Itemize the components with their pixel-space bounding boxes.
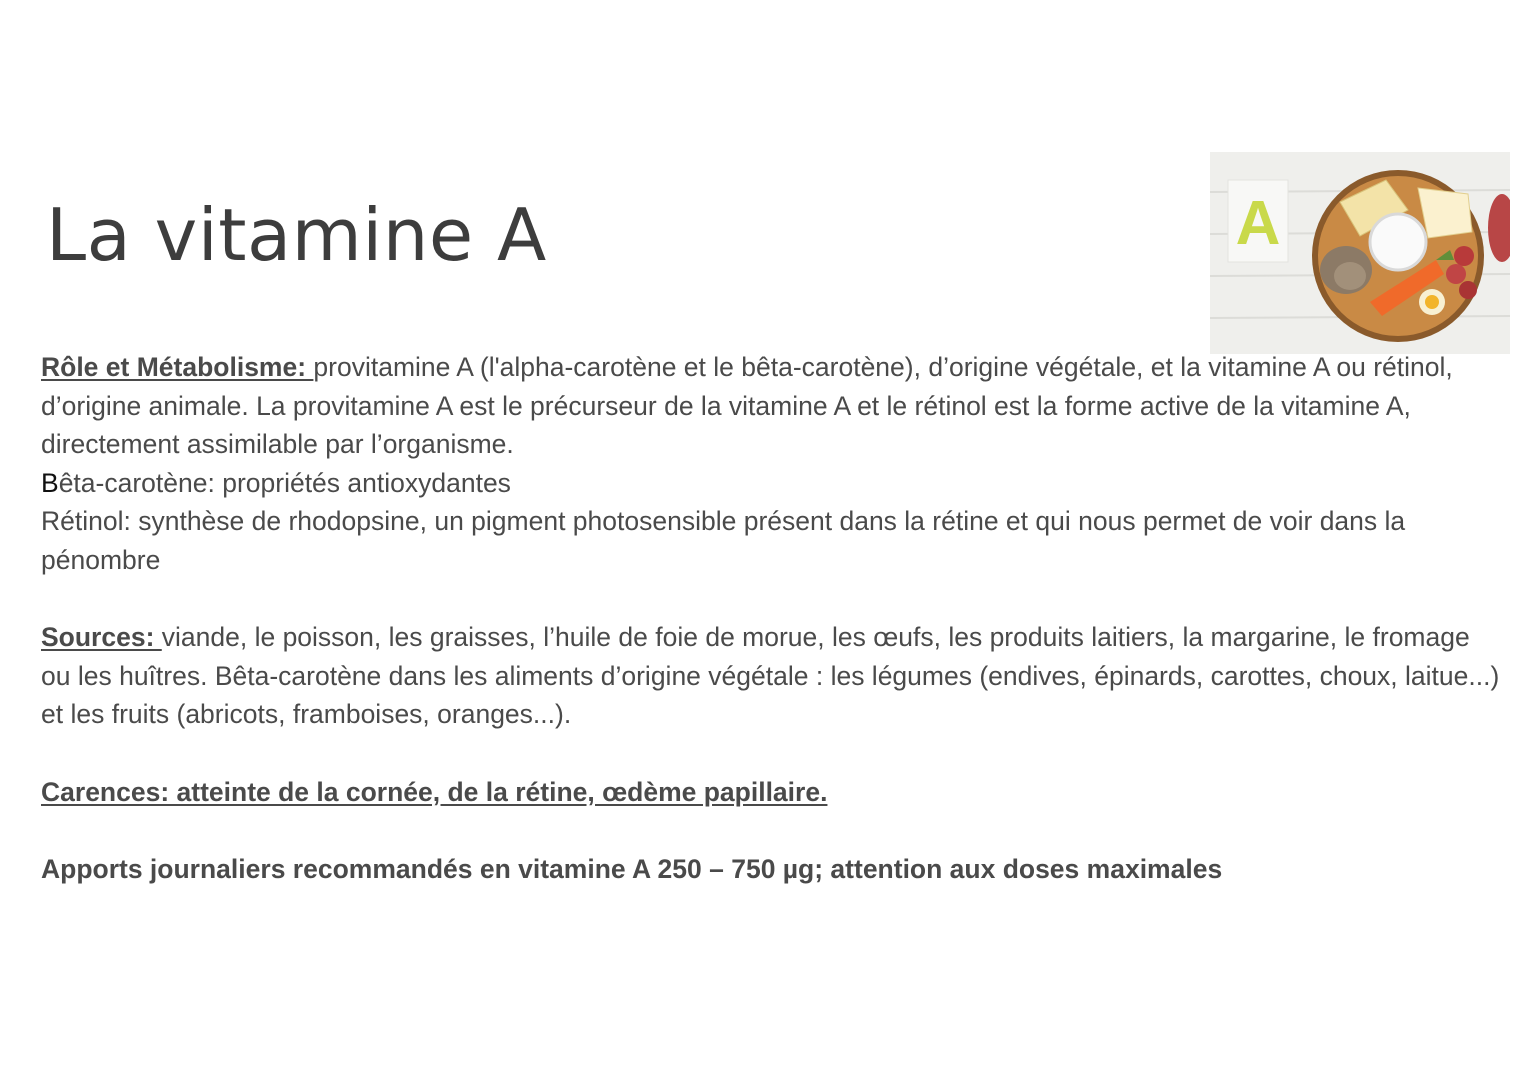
role-text: provitamine A (l'alpha-carotène et le bêta-carotène), d’origine végétale, et la vitamine A ou rétinol, d’origine animale. La provitamine A est le précurseur de la vitamine A et le rétinol est la forme active de la vitamine A, directement assimilable par l’organisme. xyxy=(41,352,1453,460)
carences-line: Carences: atteinte de la cornée, de la rétine, œdème papillaire. xyxy=(41,776,828,807)
sources-paragraph xyxy=(41,618,1501,734)
slide-body xyxy=(41,348,1501,888)
sources-label: Sources: xyxy=(41,622,162,653)
sources-text: viande, le poisson, les graisses, l’huile de foie de morue, les œufs, les produits laitiers, la margarine, le fromage ou les huîtres. Bêta-carotène dans les aliments d’origine végétale : les légumes (endives, épinards, carottes, choux, laitue...) et les fruits (abricots, framboises, oranges...). xyxy=(41,622,1500,730)
apports-line: Apports journaliers recommandés en vitamine A 250 – 750 µg; attention aux doses maximales xyxy=(41,853,1223,884)
retinol-paragraph: Rétinol: synthèse de rhodopsine, un pigment photosensible présent dans la rétine et qui nous permet de voir dans la pénombre xyxy=(41,506,1406,575)
slide-title: La vitamine A xyxy=(46,193,547,277)
role-paragraph xyxy=(41,348,1501,464)
vitamin-a-foods-photo xyxy=(1210,152,1510,354)
foods-illustration xyxy=(1210,152,1510,354)
beta-carotene-line xyxy=(41,464,1501,503)
role-label: Rôle et Métabolisme: xyxy=(41,352,314,382)
letter-a-mark: A xyxy=(1235,189,1281,258)
beta-first-letter: B xyxy=(41,467,59,498)
beta-rest: êta-carotène: propriétés antioxydantes xyxy=(58,467,511,498)
